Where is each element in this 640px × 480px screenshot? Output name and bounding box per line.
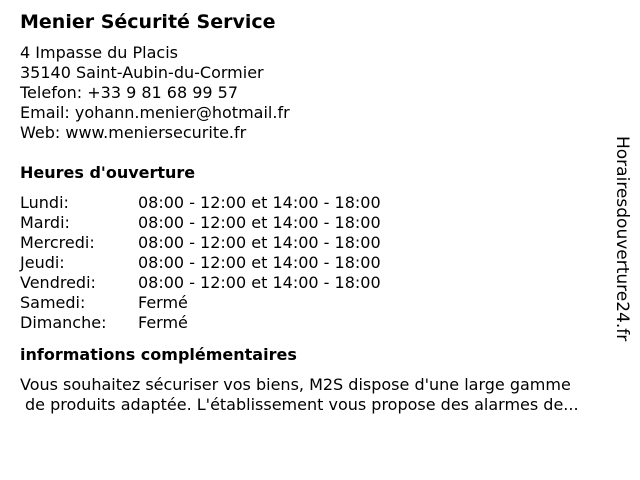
- day-label: Lundi:: [20, 193, 69, 212]
- day-hours: 08:00 - 12:00 et 14:00 - 18:00: [138, 193, 381, 212]
- day-label: Mardi:: [20, 213, 70, 232]
- day-label: Jeudi:: [20, 253, 65, 272]
- hours-row: [20, 293, 620, 313]
- hours-table: [20, 193, 620, 333]
- day-hours: 08:00 - 12:00 et 14:00 - 18:00: [138, 213, 381, 232]
- email-address: Email: yohann.menier@hotmail.fr: [20, 103, 290, 122]
- hours-row: [20, 273, 620, 293]
- hours-row: [20, 313, 620, 333]
- hours-heading: Heures d'ouverture: [20, 163, 196, 182]
- hours-row: [20, 253, 620, 273]
- day-label: Dimanche:: [20, 313, 107, 332]
- site-watermark: Horairesdouverture24.fr: [612, 136, 632, 342]
- contact-block: [20, 43, 620, 143]
- day-hours: 08:00 - 12:00 et 14:00 - 18:00: [138, 233, 381, 252]
- hours-row: [20, 213, 620, 233]
- address-city: 35140 Saint-Aubin-du-Cormier: [20, 63, 264, 82]
- info-heading: informations complémentaires: [20, 345, 297, 364]
- description: [20, 375, 630, 415]
- day-hours: Fermé: [138, 293, 188, 312]
- day-hours: Fermé: [138, 313, 188, 332]
- day-label: Mercredi:: [20, 233, 95, 252]
- phone-number: Telefon: +33 9 81 68 99 57: [20, 83, 239, 102]
- hours-row: [20, 193, 620, 213]
- description-line: de produits adaptée. L'établissement vous propose des alarmes de...: [25, 395, 579, 414]
- day-hours: 08:00 - 12:00 et 14:00 - 18:00: [138, 273, 381, 292]
- hours-row: [20, 233, 620, 253]
- day-label: Samedi:: [20, 293, 86, 312]
- description-line: Vous souhaitez sécuriser vos biens, M2S dispose d'une large gamme: [20, 375, 571, 394]
- business-card: [20, 10, 620, 415]
- day-label: Vendredi:: [20, 273, 96, 292]
- website: Web: www.meniersecurite.fr: [20, 123, 247, 142]
- business-name: Menier Sécurité Service: [20, 11, 276, 33]
- address-street: 4 Impasse du Placis: [20, 43, 178, 62]
- day-hours: 08:00 - 12:00 et 14:00 - 18:00: [138, 253, 381, 272]
